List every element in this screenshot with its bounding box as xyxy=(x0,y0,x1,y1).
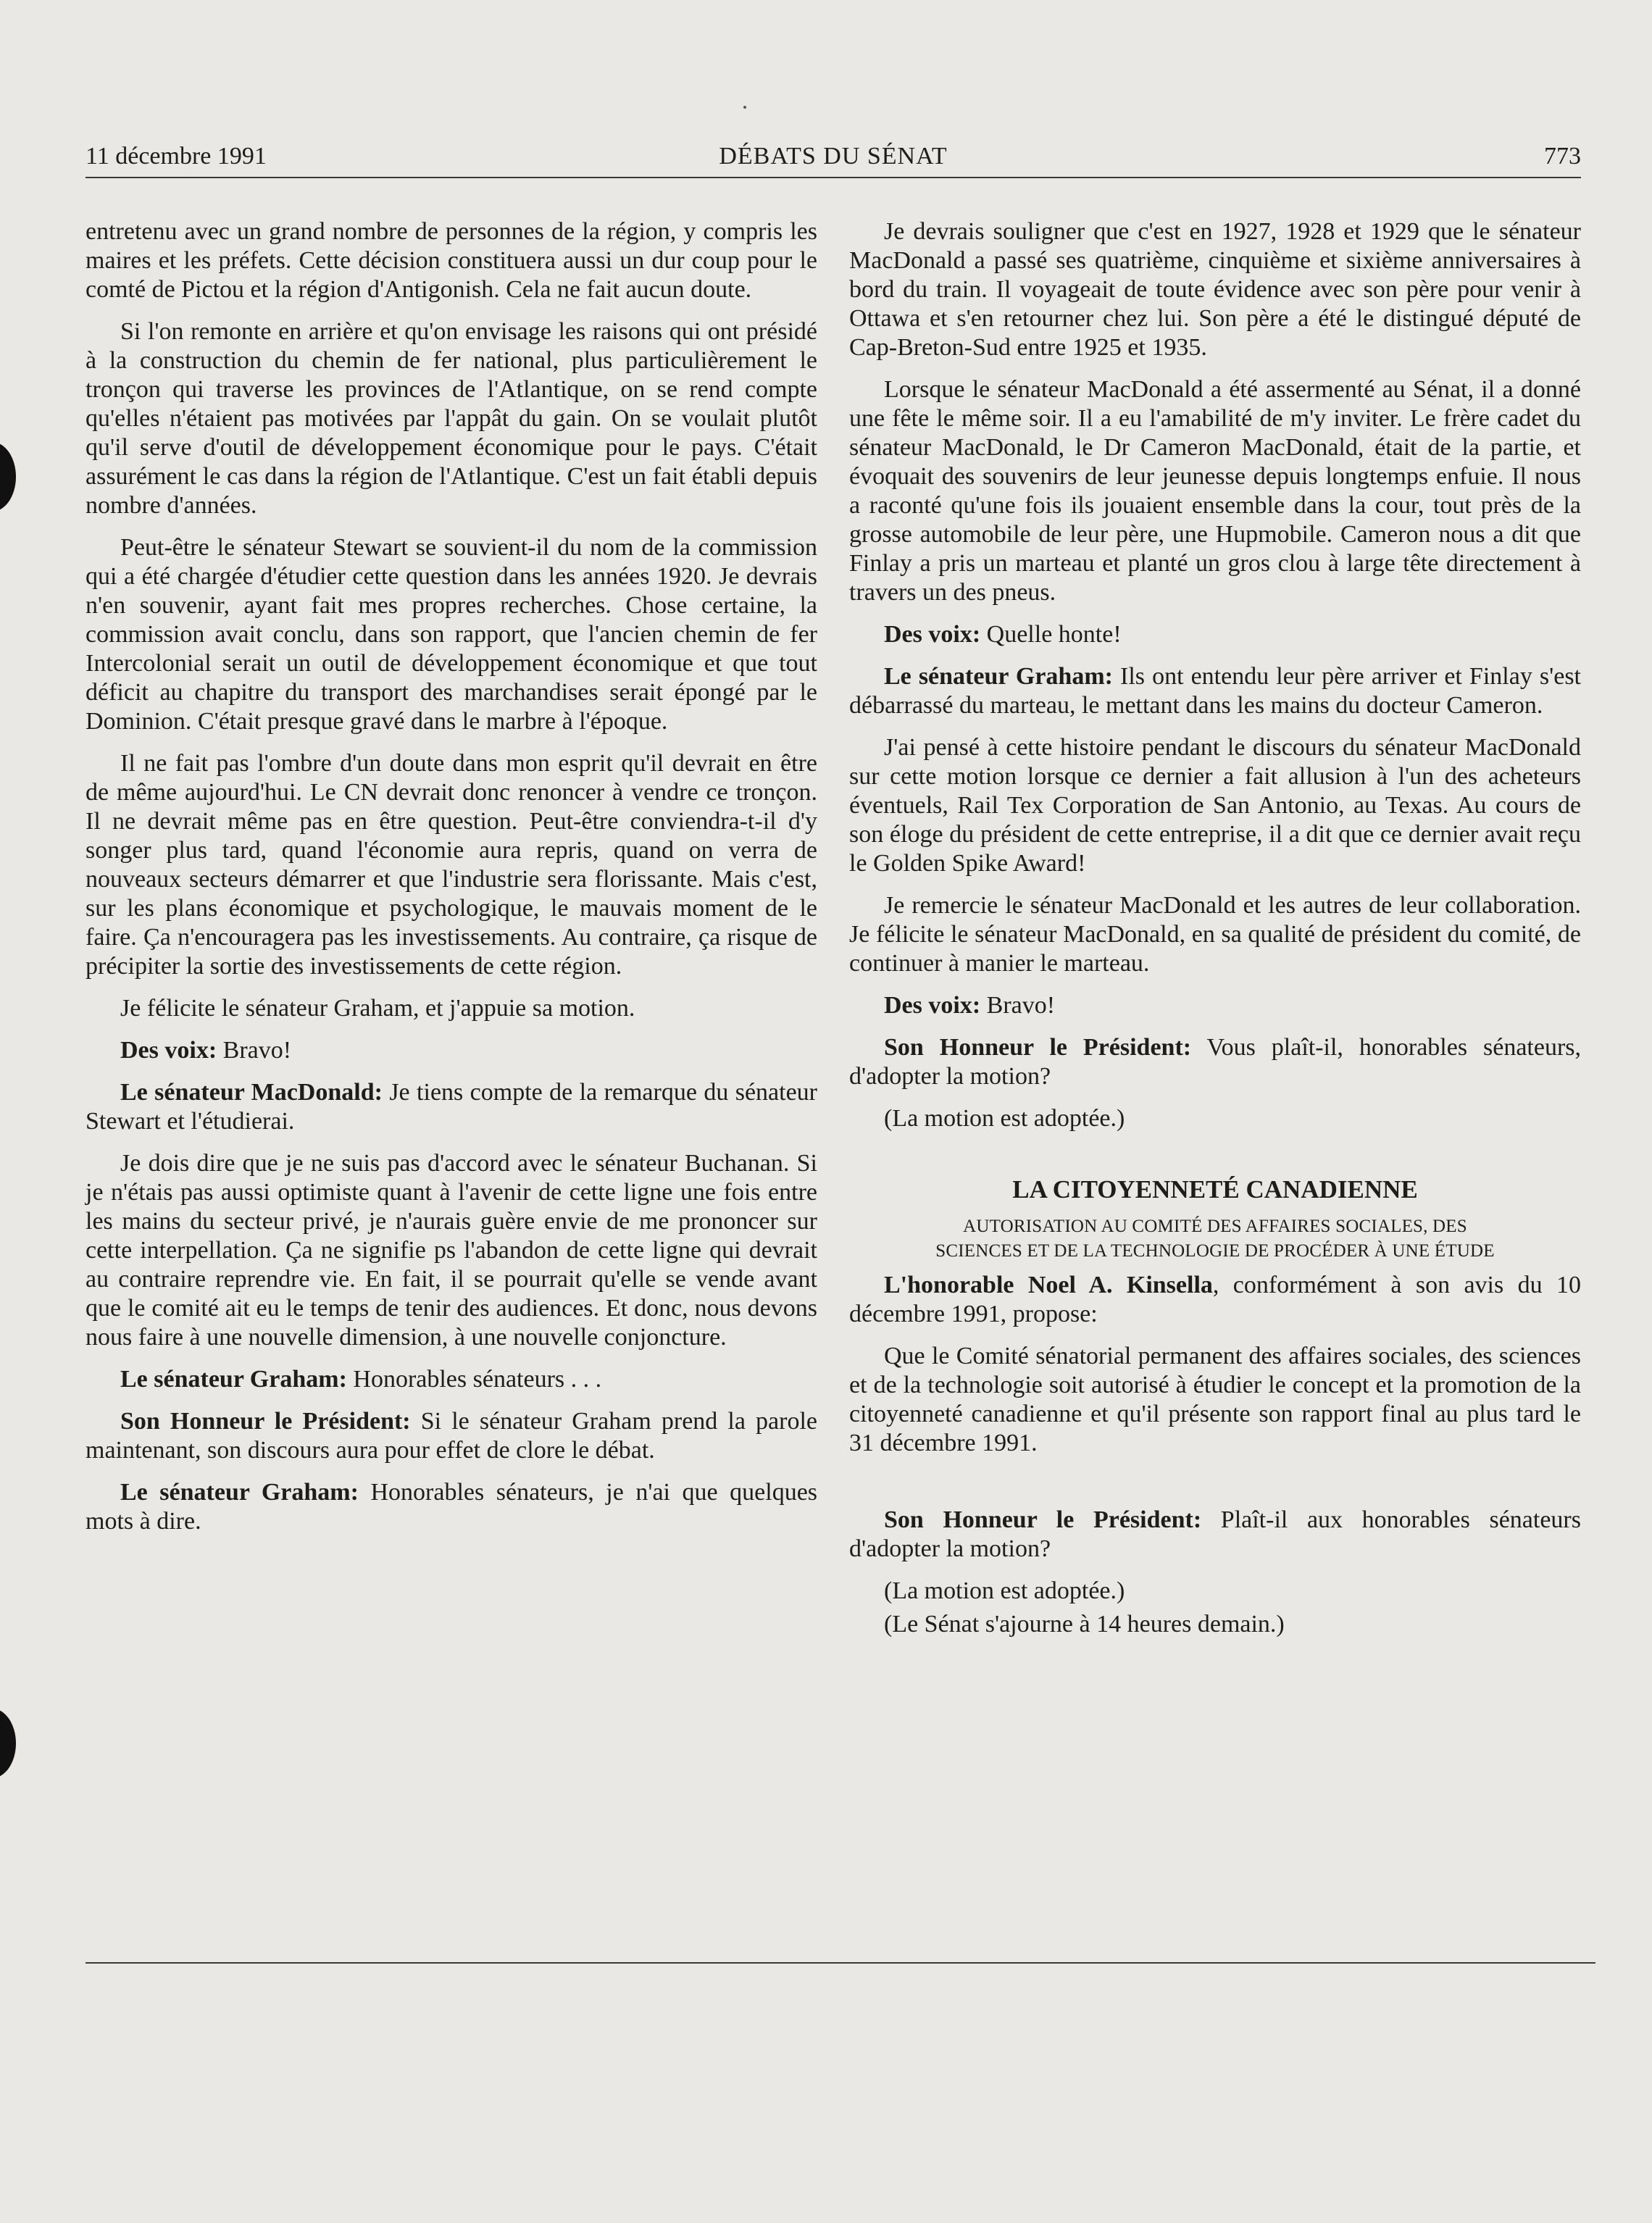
speaker-name: Le sénateur Graham: xyxy=(120,1366,347,1393)
left-speech xyxy=(85,1078,817,1136)
right-column xyxy=(849,217,1581,1652)
left-paragraph: Si l'on remonte en arrière et qu'on envisage les raisons qui ont présidé à la construction du chemin de fer national, plus particulièrement le tronçon qui traverse les provinces de l'Atlantique, on se rend compte qu'elles n'étaient pas motivées par l'appât du gain. On se voulait plutôt qu'il serve d'outil de développement économique pour le pays. C'était assurément le cas dans la région de l'Atlantique. C'est un fait établi depuis nombre d'années. xyxy=(85,318,817,519)
speech-text: Quelle honte! xyxy=(986,621,1122,648)
speaker-name: Des voix: xyxy=(884,621,981,648)
adjourn-note: (Le Sénat s'ajourne à 14 heures demain.) xyxy=(884,1611,1285,1638)
page-number: 773 xyxy=(1544,143,1581,170)
left-speech xyxy=(85,1478,817,1536)
right-column-top xyxy=(849,217,1581,1133)
motion-result: (La motion est adoptée.) xyxy=(884,1577,1125,1604)
motion-text: , conformément à son avis du 10 décembre 1991, propose: xyxy=(849,1272,1581,1327)
left-column xyxy=(85,217,817,1549)
speaker-name: Le sénateur Graham: xyxy=(120,1479,359,1506)
speaker-name: Des voix: xyxy=(120,1037,217,1064)
subheading-line-1: AUTORISATION AU COMITÉ DES AFFAIRES SOCIALES, DES xyxy=(963,1217,1467,1236)
right-speech xyxy=(849,620,1581,649)
left-paragraph: Il ne fait pas l'ombre d'un doute dans mon esprit qu'il devrait en être de même aujourd'hui. Le CN devrait donc renoncer à vendre ce tronçon. Il ne devrait même pas en être question. Peut-être conviendra-t-il d'y songer plus tard, quand l'économie aura repris, quand on verra de nouveaux secteurs démarrer et que l'industrie sera florissante. Mais c'est, sur les plans économique et psychologique, le mauvais moment de le faire. Ça n'encouragera pas les investissements. Au contraire, ça risque de précipiter la sortie des investissements de cette région. xyxy=(85,750,817,980)
section-heading: LA CITOYENNETÉ CANADIENNE xyxy=(1012,1175,1418,1204)
punch-hole-bottom xyxy=(0,1709,16,1778)
speech-text: Bravo! xyxy=(986,992,1056,1019)
bottom-rule xyxy=(85,1962,1595,1964)
speech-text: Honorables sénateurs, je n'ai que quelques mots à dire. xyxy=(85,1479,818,1535)
speech-text: Si le sénateur Graham prend la parole maintenant, son discours aura pour effet de clore le débat. xyxy=(85,1408,818,1464)
right-speech xyxy=(849,1033,1581,1091)
speaker-name: Le sénateur Graham: xyxy=(884,663,1113,690)
right-paragraph: (La motion est adoptée.) xyxy=(884,1105,1125,1132)
motion-paragraph xyxy=(849,1271,1581,1329)
subheading-line-2: SCIENCES ET DE LA TECHNOLOGIE DE PROCÉDER À UNE ÉTUDE xyxy=(935,1241,1495,1261)
left-paragraph: entretenu avec un grand nombre de personnes de la région, y compris les maires et les préfets. Cette décision constituera aussi un dur coup pour le comté de Pictou et la région d'Antigonish. Cela ne fait aucun doute. xyxy=(85,218,817,303)
header-date: 11 décembre 1991 xyxy=(85,143,267,170)
right-speech xyxy=(849,662,1581,720)
president-text: Plaît-il aux honorables sénateurs d'adopter la motion? xyxy=(849,1506,1581,1562)
speech-text: Vous plaît-il, honorables sénateurs, d'adopter la motion? xyxy=(849,1034,1581,1090)
left-speech xyxy=(85,1407,817,1465)
speck xyxy=(743,106,746,109)
president-speaker: Son Honneur le Président: xyxy=(884,1506,1202,1533)
left-speech xyxy=(85,1365,817,1394)
speech-text: Ils ont entendu leur père arriver et Finlay s'est débarrassé du marteau, le mettant dans les mains du docteur Cameron. xyxy=(849,663,1581,719)
left-paragraph: Je dois dire que je ne suis pas d'accord avec le sénateur Buchanan. Si je n'étais pas aussi optimiste quant à l'avenir de cette ligne une fois entre les mains du secteur privé, je n'aurais guère envie de me prononcer sur cette interpellation. Ça ne signifie ps l'abandon de cette ligne qui devrait au contraire reprendre vie. En fait, il se pourrait qu'elle se vende avant que le comité ait eu le temps de tenir des audiences. Et donc, nous devons nous faire à une nouvelle dimension, à une nouvelle conjoncture. xyxy=(85,1150,817,1351)
right-speech xyxy=(849,991,1581,1020)
left-paragraph: Peut-être le sénateur Stewart se souvient-il du nom de la commission qui a été chargée d'étudier cette question dans les années 1920. Je devrais n'en souvenir, ayant fait mes propres recherches. Chose certaine, la commission avait conclu, dans son rapport, que l'ancien chemin de fer Intercolonial serait un outil de développement économique et que tout déficit au chapitre du transport des marchandises serait épongé par le Dominion. C'était presque gravé dans le marbre à l'époque. xyxy=(85,534,817,735)
punch-hole-top xyxy=(0,442,16,512)
president-paragraph xyxy=(849,1506,1581,1564)
right-paragraph: J'ai pensé à cette histoire pendant le discours du sénateur MacDonald sur cette motion lorsque ce dernier a fait allusion à l'un des acheteurs éventuels, Rail Tex Corporation de San Antonio, au Texas. Au cours de son éloge du président de cette entreprise, il a dit que ce dernier avait reçu le Golden Spike Award! xyxy=(849,734,1581,877)
left-paragraph: Je félicite le sénateur Graham, et j'appuie sa motion. xyxy=(120,995,635,1022)
right-paragraph: Je remercie le sénateur MacDonald et les autres de leur collaboration. Je félicite le sénateur MacDonald, en sa qualité de président du comité, de continuer à manier le marteau. xyxy=(849,892,1581,977)
spacer xyxy=(849,1471,1581,1506)
speech-text: Je tiens compte de la remarque du sénateur Stewart et l'étudierai. xyxy=(85,1079,818,1135)
speaker-name: Le sénateur MacDonald: xyxy=(120,1079,383,1106)
page-header xyxy=(85,136,1581,178)
motion-speaker: L'honorable Noel A. Kinsella xyxy=(884,1272,1213,1298)
speech-text: Honorables sénateurs . . . xyxy=(353,1366,602,1393)
speaker-name: Des voix: xyxy=(884,992,981,1019)
left-speech xyxy=(85,1036,817,1065)
speech-text: Bravo! xyxy=(222,1037,292,1064)
motion-quote: Que le Comité sénatorial permanent des affaires sociales, des sciences et de la technologie soit autorisé à étudier le concept et la promotion de la citoyenneté canadienne et qu'il présente son rapport final au plus tard le 31 décembre 1991. xyxy=(849,1343,1581,1456)
header-title: DÉBATS DU SÉNAT xyxy=(719,143,948,170)
right-paragraph: Lorsque le sénateur MacDonald a été assermenté au Sénat, il a donné une fête le même soir. Il a eu l'amabilité de m'y inviter. Le frère cadet du sénateur MacDonald, le Dr Cameron MacDonald, était de la partie, et évoquait des souvenirs de leur jeunesse depuis longtemps enfuie. Il nous a raconté qu'une fois ils jouaient ensemble dans la cour, tout près de la grosse automobile de leur père, une Hupmobile. Cameron nous a dit que Finlay a pris un marteau et planté un gros clou à large tête directement à travers un des pneus. xyxy=(849,376,1581,606)
right-paragraph: Je devrais souligner que c'est en 1927, 1928 et 1929 que le sénateur MacDonald a passé ses quatrième, cinquième et sixième anniversaires à bord du train. Il voyageait de toute évidence avec son père pour venir à Ottawa et s'en retourner chez lui. Son père a été le distingué député de Cap-Breton-Sud entre 1925 et 1935. xyxy=(849,218,1581,361)
speaker-name: Son Honneur le Président: xyxy=(884,1034,1192,1061)
section-subheading xyxy=(849,1214,1581,1264)
speaker-name: Son Honneur le Président: xyxy=(120,1408,411,1435)
